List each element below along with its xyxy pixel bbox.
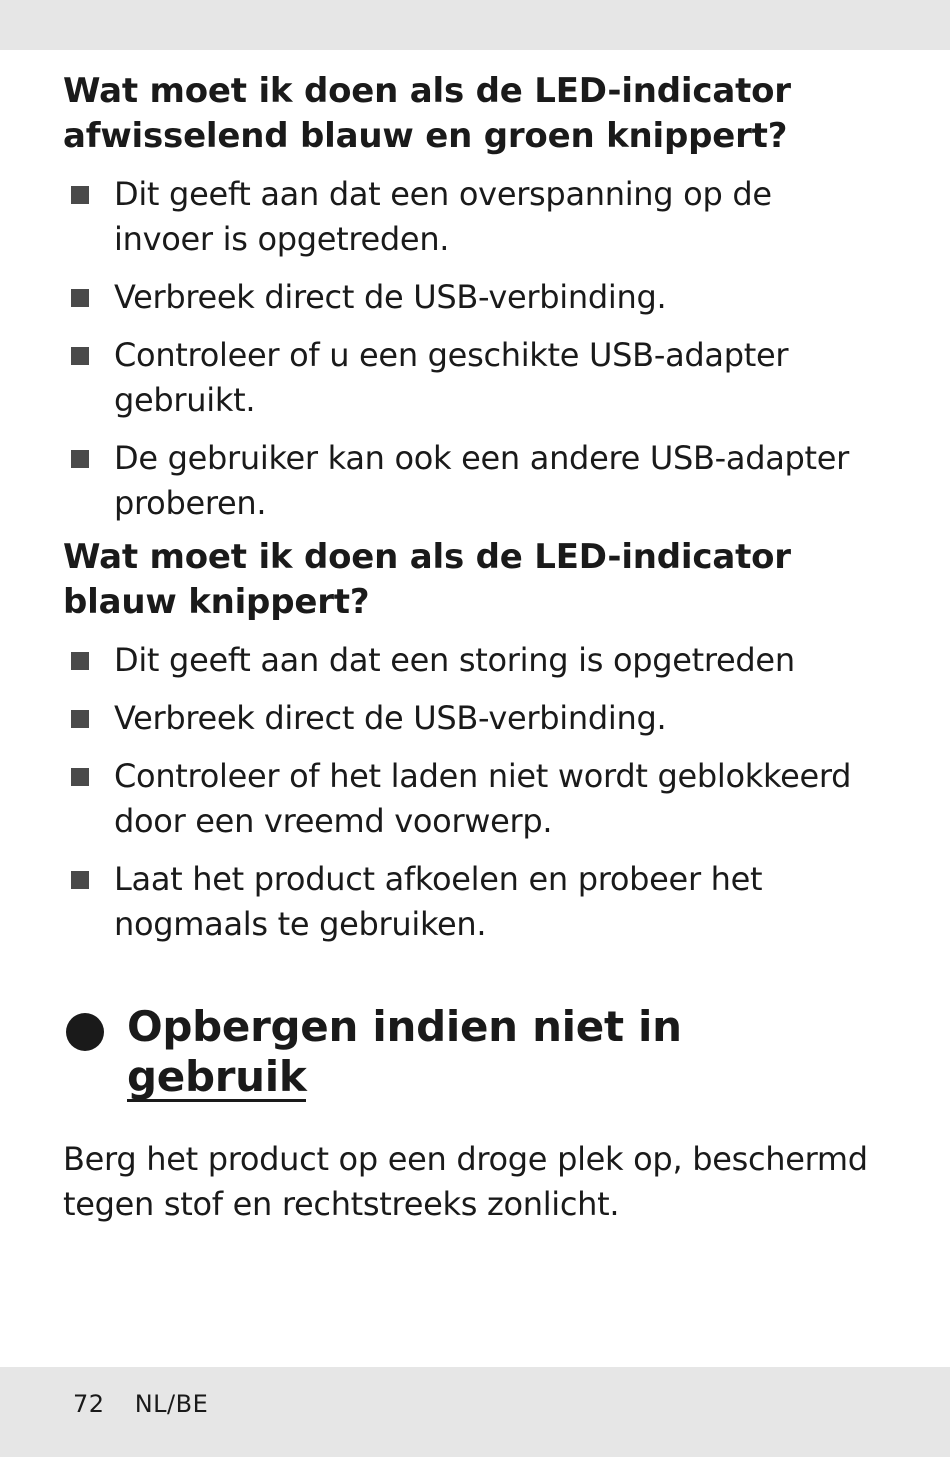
heading-line: Wat moet ik doen als de LED-indicator [63,537,791,577]
heading-line: blauw knippert? [63,582,370,622]
list-item [63,638,903,683]
list-item [63,436,903,526]
square-bullet-icon [71,450,89,468]
list-item [63,172,903,262]
list-item-text: Controleer of u een geschikte USB-adapter [114,336,789,374]
square-bullet-icon [71,186,89,204]
list-item-text: Verbreek direct de USB-verbinding. [114,278,667,316]
instructions-list-alternating-blink [63,172,903,526]
list-item [63,696,903,741]
list-item-text: proberen. [114,484,267,522]
square-bullet-icon [71,871,89,889]
list-item-text: gebruikt. [114,381,256,419]
heading-line: Wat moet ik doen als de LED-indicator [63,71,791,111]
locale-label: NL/BE [134,1390,209,1418]
list-item [63,754,903,844]
square-bullet-icon [71,768,89,786]
list-item [63,857,903,947]
list-item-text: De gebruiker kan ook een andere USB-adapter [114,439,850,477]
title-line: Opbergen indien niet in [127,1002,682,1051]
bullet-dot-icon [66,1013,104,1051]
section-title-storage [63,1002,863,1102]
page-number: 72 [73,1390,105,1418]
paragraph-line: Berg het product op een droge plek op, beschermd [63,1140,868,1178]
instructions-list-blue-blink [63,638,903,947]
paragraph-line: tegen stof en rechtstreeks zonlicht. [63,1185,620,1223]
question-heading-blue-blink [63,535,883,625]
list-item [63,275,903,320]
section-title-text [127,1002,863,1102]
page-footer [73,1390,208,1418]
list-item-text: nogmaals te gebruiken. [114,905,487,943]
list-item [63,333,903,423]
heading-line: afwisselend blauw en groen knippert? [63,116,788,156]
square-bullet-icon [71,652,89,670]
top-margin-band [0,0,950,50]
square-bullet-icon [71,347,89,365]
list-item-text: Laat het product afkoelen en probeer het [114,860,763,898]
square-bullet-icon [71,710,89,728]
question-heading-alternating-blink [63,69,883,159]
list-item-text: Controleer of het laden niet wordt geblokkeerd [114,757,852,795]
storage-paragraph [63,1137,893,1227]
title-line: gebruik [127,1052,307,1101]
list-item-text: Dit geeft aan dat een storing is opgetreden [114,641,795,679]
list-item-text: door een vreemd voorwerp. [114,802,553,840]
square-bullet-icon [71,289,89,307]
list-item-text: Verbreek direct de USB-verbinding. [114,699,667,737]
list-item-text: Dit geeft aan dat een overspanning op de [114,175,772,213]
list-item-text: invoer is opgetreden. [114,220,450,258]
